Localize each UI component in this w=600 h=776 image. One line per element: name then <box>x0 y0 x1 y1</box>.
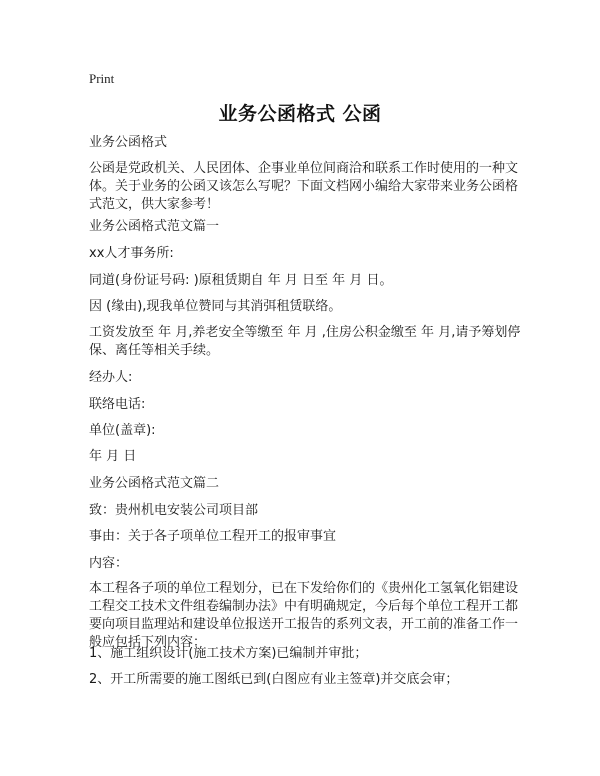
paragraph-phone: 联络电话: <box>89 397 146 412</box>
paragraph-content-label: 内容： <box>89 556 129 571</box>
paragraph-seal: 单位(盖章): <box>89 423 156 438</box>
paragraph-recipient: xx人才事务所: <box>89 246 174 261</box>
paragraph-date: 年 月 日 <box>89 449 137 464</box>
paragraph-subject: 事由：关于各子项单位工程开工的报审事宜 <box>89 529 337 544</box>
paragraph-heading-sample-2: 业务公函格式范文篇二 <box>89 476 220 491</box>
paragraph-content-body: 本工程各子项的单位工程划分，已在下发给你们的《贵州化工氢氧化铝建设工程交工技术文件组卷编制办法》中有明确规定，今后每个单位工程开工都要向项目监理站和建设单位报送开工报告的系列文表，开工前的准备工作一般应包括下列内容： <box>89 581 519 650</box>
paragraph-payroll: 工资发放至 年 月,养老安全等缴至 年 月 ,住房公积金缴至 年 月,请予筹划停保、离任等相关手续。 <box>89 325 521 358</box>
list-item: 2、开工所需要的施工图纸已到(白图应有业主签章)并交底会审； <box>89 672 459 687</box>
print-label[interactable]: Print <box>89 71 115 86</box>
list-item: 1、施工组织设计(施工技术方案)已编制并审批； <box>89 646 368 661</box>
paragraph-heading-sample-1: 业务公函格式范文篇一 <box>89 219 220 234</box>
paragraph-reason: 因 (缘由),现我单位赞同与其消弭租赁联络。 <box>89 299 342 314</box>
page-title: 业务公函格式 公函 <box>218 103 382 125</box>
paragraph-subtitle: 业务公函格式 <box>89 135 168 150</box>
paragraph-intro: 公函是党政机关、人民团体、企事业单位间商洽和联系工作时使用的一种文体。关于业务的公函又该怎么写呢？下面文档网小编给大家带来业务公函格式范文，供大家参考！ <box>89 161 519 212</box>
paragraph-lease-period: 同道(身份证号码: )原租赁期自 年 月 日至 年 月 日。 <box>89 273 393 288</box>
paragraph-to: 致：贵州机电安装公司项目部 <box>89 503 259 518</box>
paragraph-handler: 经办人: <box>89 370 133 385</box>
